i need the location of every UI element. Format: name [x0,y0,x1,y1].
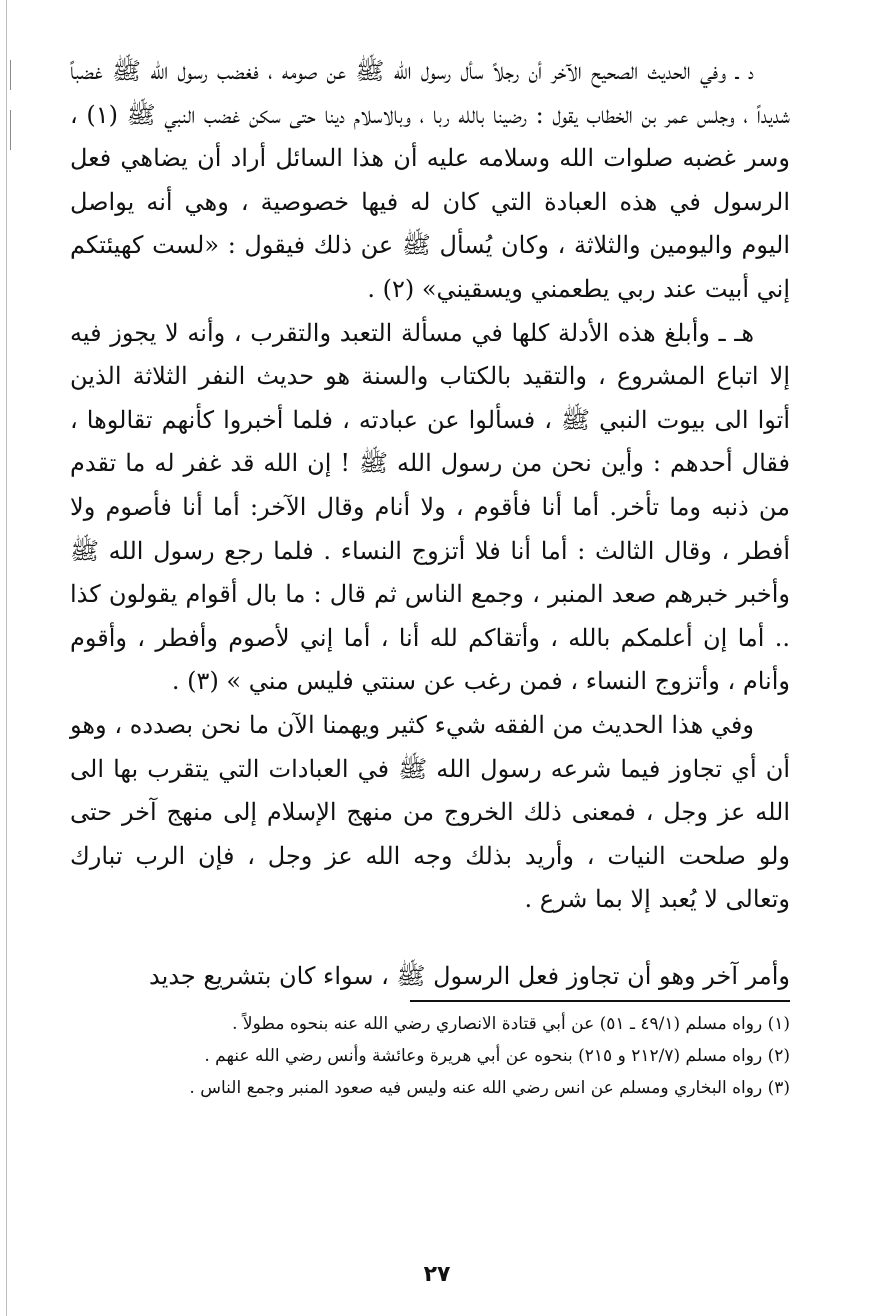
scan-edge-line [6,0,7,1316]
paragraph-h: هـ ـ وأبلغ هذه الأدلة كلها في مسألة التعبد والتقرب ، وأنه لا يجوز فيه إلا اتباع المشروع ، والتقيد بالكتاب والسنة هو حديث النفر الثلاثة الذين أتوا الى بيوت النبي ﷺ ، فسألوا عن عبادته ، فلما أخبروا كأنهم تقالوها ، فقال أحدهم : وأين نحن من رسول الله ﷺ ! إن الله قد غفر له ما تقدم من ذنبه وما تأخر. أما أنا فأقوم ، ولا أنام وقال الآخر: أما أنا فأصوم ولا أفطر ، وقال الثالث : أما أنا فلا أتزوج النساء . فلما رجع رسول الله ﷺ وأخبر خبرهم صعد المنبر ، وجمع الناس ثم قال : ما بال أقوام يقولون كذا .. أما إن أعلمكم بالله ، وأتقاكم لله أنا ، أما إني لأصوم وأفطر ، وأقوم وأنام ، وأتزوج النساء ، فمن رغب عن سنتي فليس مني » (٣) . [70,318,790,696]
footnotes [70,1008,790,1104]
page-number: ٢٧ [423,1262,451,1287]
footnote-1: (١) رواه مسلم (٤٩/١ ـ ٥١) عن أبي قتادة الانصاري رضي الله عنه بنحوه مطولاً . [232,1013,790,1034]
continuation-line: وأمر آخر وهو أن تجاوز فعل الرسول ﷺ ، سواء كان بتشريع جديد [149,961,790,990]
paragraph-d: د ـ وفي الحديث الصحيح الآخر أن رجلاً سأل رسول الله ﷺ عن صومه ، فغضب رسول الله ﷺ غضباً شديداً ، وجلس عمر بن الخطاب يقول : رضينا بالله ربا ، وبالاسلام دينا حتى سكن غضب النبي ﷺ (١) ، وسر غضبه صلوات الله وسلامه عليه أن هذا السائل أراد أن يضاهي فعل الرسول في هذه العبادة التي كان له فيها خصوصية ، وهي أنه يواصل اليوم واليومين والثلاثة ، وكان يُسأل ﷺ عن ذلك فيقول : «لست كهيئتكم إني أبيت عند ربي يطعمني ويسقيني» (٢) . [70,57,790,303]
scan-edge-mark [10,110,11,150]
footnote-2: (٢) رواه مسلم (٢١٢/٧ و ٢١٥) بنحوه عن أبي هريرة وعائشة وأنس رضي الله عنهم . [204,1045,790,1066]
footnote-divider [410,1000,790,1002]
footnote-3: (٣) رواه البخاري ومسلم عن انس رضي الله عنه وليس فيه صعود المنبر وجمع الناس . [189,1077,790,1098]
page-content [70,50,790,1104]
paragraph-fiqh: وفي هذا الحديث من الفقه شيء كثير ويهمنا الآن ما نحن بصدده ، وهو أن أي تجاوز فيما شرعه رسول الله ﷺ في العبادات التي يتقرب بها الى الله عز وجل ، فمعنى ذلك الخروج من منهج الإسلام إلى منهج آخر حتى ولو صلحت النيات ، وأريد بذلك وجه الله عز وجل ، فإن الرب تبارك وتعالى لا يُعبد إلا بما شرع . [70,710,790,914]
paragraph-gap [70,922,790,956]
scan-edge-mark [10,60,11,90]
body-text [70,50,790,922]
